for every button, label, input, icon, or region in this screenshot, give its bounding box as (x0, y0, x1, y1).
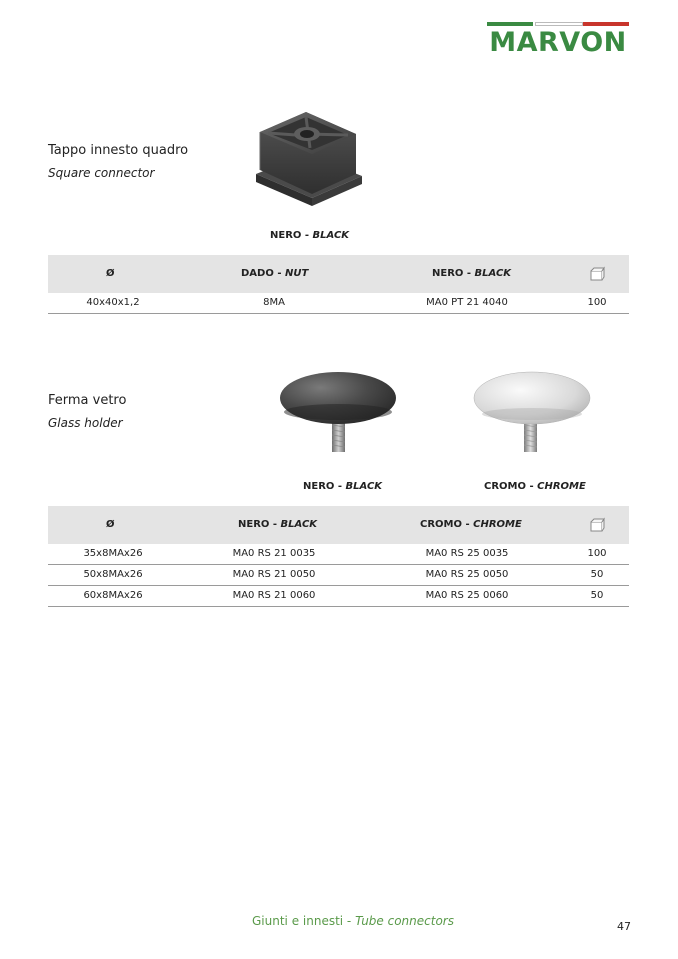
cell-chrome-code: MA0 RS 25 0035 (425, 548, 509, 559)
cell-size: 50x8MAx26 (83, 569, 143, 580)
section2-subtitle: Glass holder (48, 416, 123, 430)
header-black: NERO - BLACK (238, 519, 318, 530)
flag-stripe-white (535, 22, 583, 26)
header-chrome: CROMO - CHROME (420, 519, 522, 530)
cell-nut: 8MA (263, 297, 285, 308)
section2-image-caption-black: NERO - BLACK (303, 481, 383, 492)
cell-qty: 50 (590, 590, 604, 601)
header-diameter: Ø (106, 519, 115, 530)
brand-name: MARVON (489, 27, 627, 58)
section2-image-caption-chrome: CROMO - CHROME (484, 481, 586, 492)
cell-size: 40x40x1,2 (86, 297, 140, 308)
table-row (48, 544, 629, 565)
section2-title: Ferma vetro (48, 393, 127, 408)
header-nut: DADO - NUT (241, 268, 309, 279)
table-row (48, 586, 629, 607)
page-number: 47 (617, 920, 631, 933)
square-connector-image (250, 108, 365, 208)
footer-section-title: Giunti e innesti - Tube connectors (252, 914, 454, 928)
box-icon (589, 266, 605, 282)
cell-qty: 100 (587, 297, 607, 308)
section2-table-header (48, 506, 629, 544)
cell-qty: 50 (590, 569, 604, 580)
cell-code: MA0 PT 21 4040 (426, 297, 508, 308)
table-row (48, 565, 629, 586)
flag-stripe-red (583, 22, 629, 26)
cell-black-code: MA0 RS 21 0050 (232, 569, 316, 580)
table-row (48, 293, 629, 314)
section1-subtitle: Square connector (48, 166, 155, 180)
brand-logo (487, 22, 629, 60)
cell-chrome-code: MA0 RS 25 0050 (425, 569, 509, 580)
box-icon (589, 517, 605, 533)
chrome-glass-holder-image (472, 368, 594, 456)
cell-black-code: MA0 RS 21 0060 (232, 590, 316, 601)
section1-table-header (48, 255, 629, 293)
section1-title: Tappo innesto quadro (48, 143, 189, 158)
cell-black-code: MA0 RS 21 0035 (232, 548, 316, 559)
cell-size: 35x8MAx26 (83, 548, 143, 559)
cell-qty: 100 (587, 548, 607, 559)
header-black: NERO - BLACK (432, 268, 512, 279)
header-diameter: Ø (106, 268, 115, 279)
cell-size: 60x8MAx26 (83, 590, 143, 601)
section1-image-caption: NERO - BLACK (270, 230, 350, 241)
flag-stripe-green (487, 22, 533, 26)
black-glass-holder-image (278, 368, 400, 456)
cell-chrome-code: MA0 RS 25 0060 (425, 590, 509, 601)
